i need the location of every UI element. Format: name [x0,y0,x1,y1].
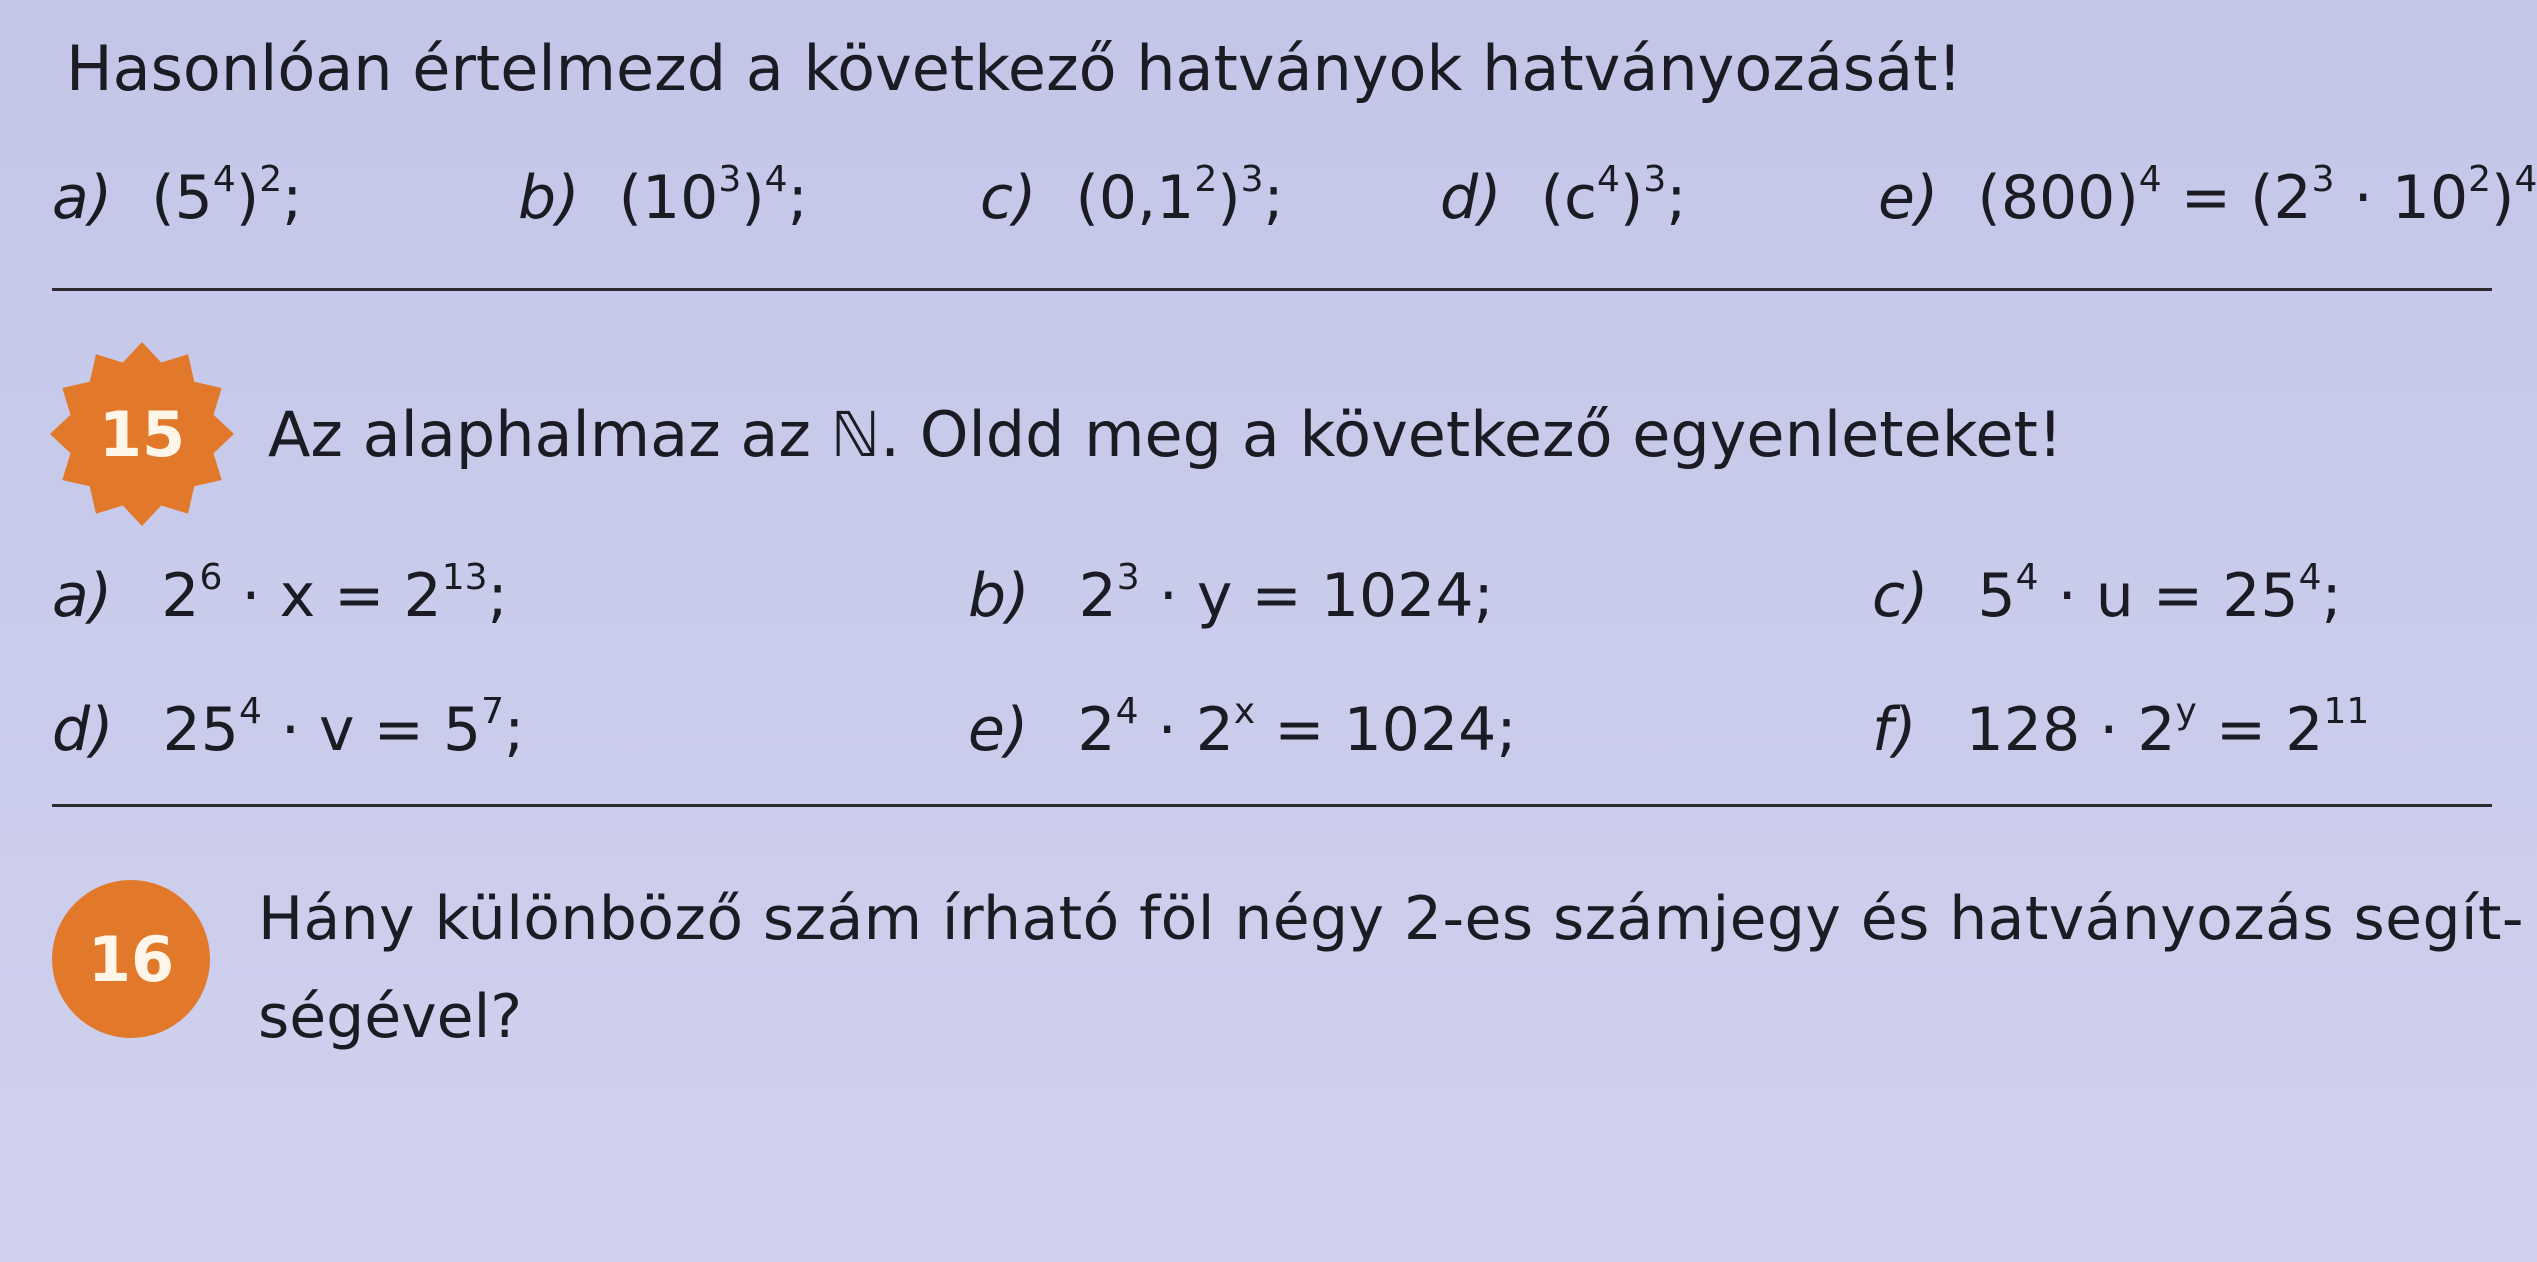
item-label: b) [968,561,1030,631]
eq-exp: y [2175,691,2197,732]
expr-tail: ; [1263,163,1284,233]
expr-exp: 2 [1194,159,1218,200]
exercise-15-number: 15 [98,397,186,471]
expr-tail: ; [282,163,303,233]
exercise-16-number: 16 [87,922,175,996]
eq-part: 2 [1078,561,1117,631]
intro-item-a [52,159,303,233]
item-label: a) [52,163,113,233]
ex15-item-c [1872,557,2342,631]
exercise-15-title: Az alaphalmaz az ℕ. Oldd meg a következő egyenleteket! [268,398,2063,471]
item-label: b) [518,163,580,233]
exercise-16-text [258,870,2528,1066]
eq-part: ; [2321,561,2342,631]
exercise-15-badge [48,340,236,528]
intro-title: Hasonlóan értelmezd a következő hatványok hatványozását! [66,32,1963,105]
eq-part: · u = 25 [2038,561,2299,631]
exercise-16-line-2: ségével? [258,982,523,1052]
eq-exp: 7 [481,691,505,732]
divider-rule-2 [52,804,2492,807]
intro-item-b [518,159,808,233]
expr-eq: = (2 [2161,163,2312,233]
ex15-item-b [968,557,1494,631]
expr-tail: ; [787,163,808,233]
expr-exp: 4 [2138,159,2162,200]
expr-base: (0,1 [1075,163,1195,233]
expr-base: (c [1540,163,1597,233]
expr-base: (5 [151,163,213,233]
intro-item-c [980,159,1284,233]
intro-item-d [1440,159,1687,233]
ex15-item-a [52,557,508,631]
expr-exp: 4 [212,159,236,200]
eq-part: · x = 2 [222,561,442,631]
exercise-16-badge [52,880,210,1038]
expr-close: ) [1217,163,1241,233]
expr-close: ) [2491,163,2515,233]
ex15-item-f [1872,691,2370,765]
eq-exp: x [1233,691,1256,732]
expr-exp: 2 [2468,159,2492,200]
expr-mid: · 10 [2334,163,2469,233]
eq-part: · y = 1024; [1139,561,1494,631]
item-label: d) [1440,163,1502,233]
eq-part: 128 · 2 [1965,695,2176,765]
expr-close: ) [1619,163,1644,233]
expr-lhs: (800) [1977,163,2139,233]
expr-exp: 4 [2514,159,2537,200]
divider-rule-1 [52,288,2492,291]
item-label: d) [52,695,114,765]
expr-close: ) [235,163,260,233]
item-label: c) [1872,561,1929,631]
item-label: e) [1878,163,1939,233]
eq-part: · 2 [1138,695,1234,765]
eq-exp: 4 [2015,557,2039,598]
item-label: f) [1872,695,1917,765]
eq-part: 25 [162,695,239,765]
expr-exp: 3 [718,159,742,200]
eq-part: 2 [161,561,200,631]
expr-exp: 3 [2311,159,2335,200]
item-label: e) [968,695,1029,765]
eq-part: · v = 5 [261,695,482,765]
eq-exp: 11 [2323,691,2370,732]
eq-exp: 3 [1116,557,1140,598]
eq-part: = 1024; [1255,695,1517,765]
eq-part: ; [504,695,525,765]
intro-item-e [1878,159,2537,233]
expr-base: (10 [618,163,719,233]
eq-exp: 4 [2298,557,2322,598]
expr-exp: 4 [1596,159,1620,200]
expr-exp: 2 [259,159,283,200]
expr-exp: 3 [1240,159,1264,200]
eq-exp: 4 [238,691,262,732]
expr-close: ) [741,163,765,233]
eq-part: 2 [1077,695,1116,765]
eq-exp: 6 [199,557,223,598]
eq-part: = 2 [2196,695,2324,765]
item-label: a) [52,561,113,631]
ex15-item-e [968,691,1517,765]
eq-part: 5 [1977,561,2016,631]
expr-exp: 3 [1643,159,1667,200]
item-label: c) [980,163,1037,233]
eq-exp: 13 [441,557,488,598]
expr-exp: 4 [764,159,788,200]
eq-exp: 4 [1115,691,1139,732]
exercise-16-line-1: Hány különböző szám írható föl négy 2-es számjegy és hatványozás segít- [258,884,2524,954]
ex15-item-d [52,691,525,765]
expr-tail: ; [1666,163,1687,233]
eq-part: ; [487,561,508,631]
